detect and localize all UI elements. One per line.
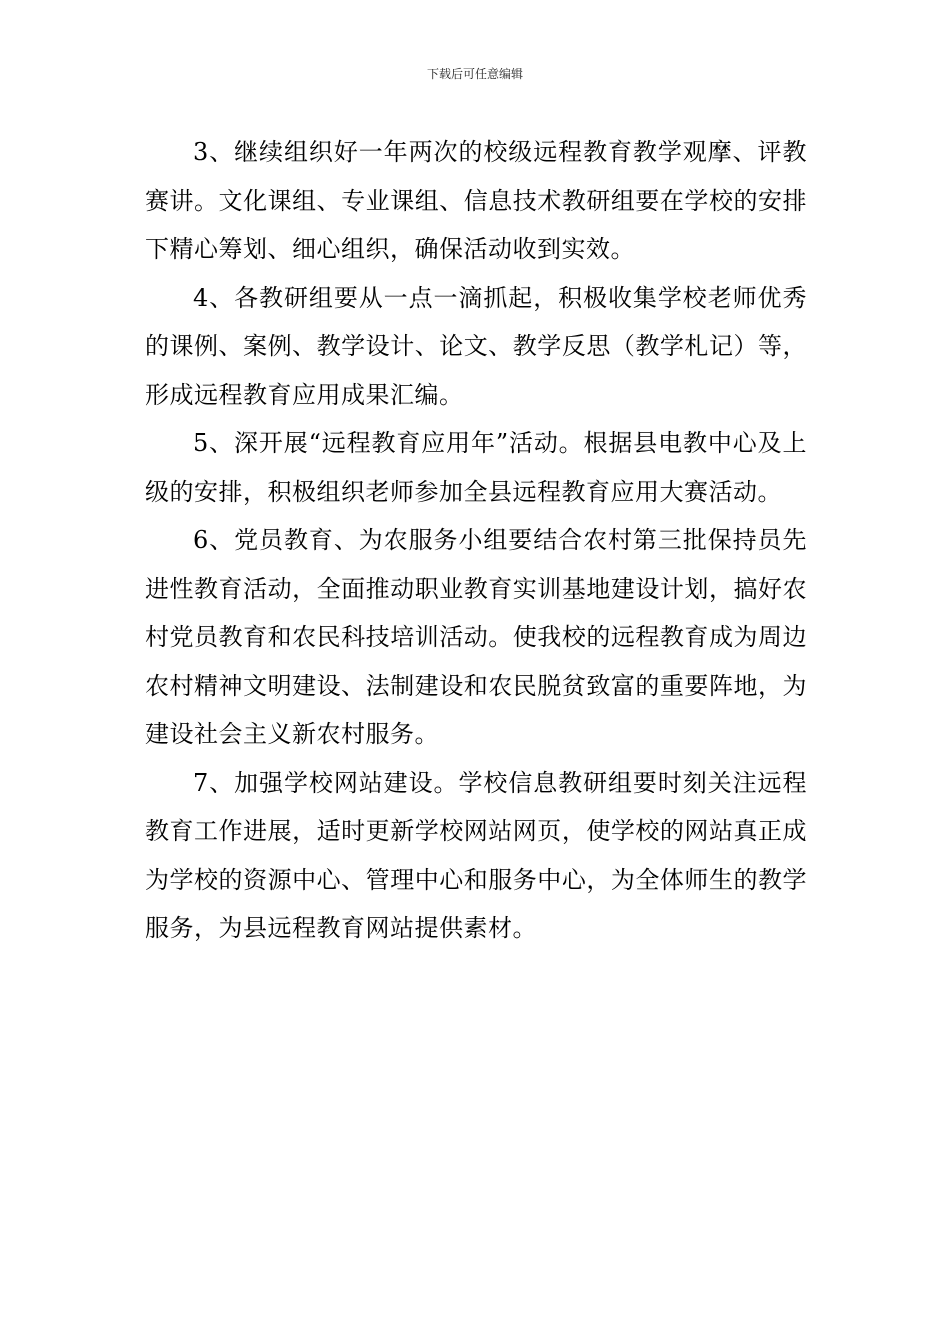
- page-header: 下载后可任意编辑: [426, 67, 523, 81]
- paragraph-item-6: 6、党员教育、为农服务小组要结合农村第三批保持员先进性教育活动，全面推动职业教育实训基地建设计划，搞好农村党员教育和农民科技培训活动。使我校的远程教育成为周边农村精神文明建设、法制建设和农民脱贫致富的重要阵地，为建设社会主义新农村服务。: [145, 526, 807, 748]
- document-body: [145, 128, 807, 953]
- paragraph-item-5: 5、深开展“远程教育应用年”活动。根据县电教中心及上级的安排，积极组织老师参加全县远程教育应用大赛活动。: [145, 429, 807, 506]
- paragraph-item-4: 4、各教研组要从一点一滴抓起，积极收集学校老师优秀的课例、案例、教学设计、论文、教学反思（教学札记）等，形成远程教育应用成果汇编。: [145, 283, 807, 409]
- paragraph-item-7: 7、加强学校网站建设。学校信息教研组要时刻关注远程教育工作进展，适时更新学校网站网页，使学校的网站真正成为学校的资源中心、管理中心和服务中心，为全体师生的教学服务，为县远程教育网站提供素材。: [145, 768, 807, 942]
- paragraph-item-3: 3、继续组织好一年两次的校级远程教育教学观摩、评教赛讲。文化课组、专业课组、信息技术教研组要在学校的安排下精心筹划、细心组织，确保活动收到实效。: [145, 138, 807, 263]
